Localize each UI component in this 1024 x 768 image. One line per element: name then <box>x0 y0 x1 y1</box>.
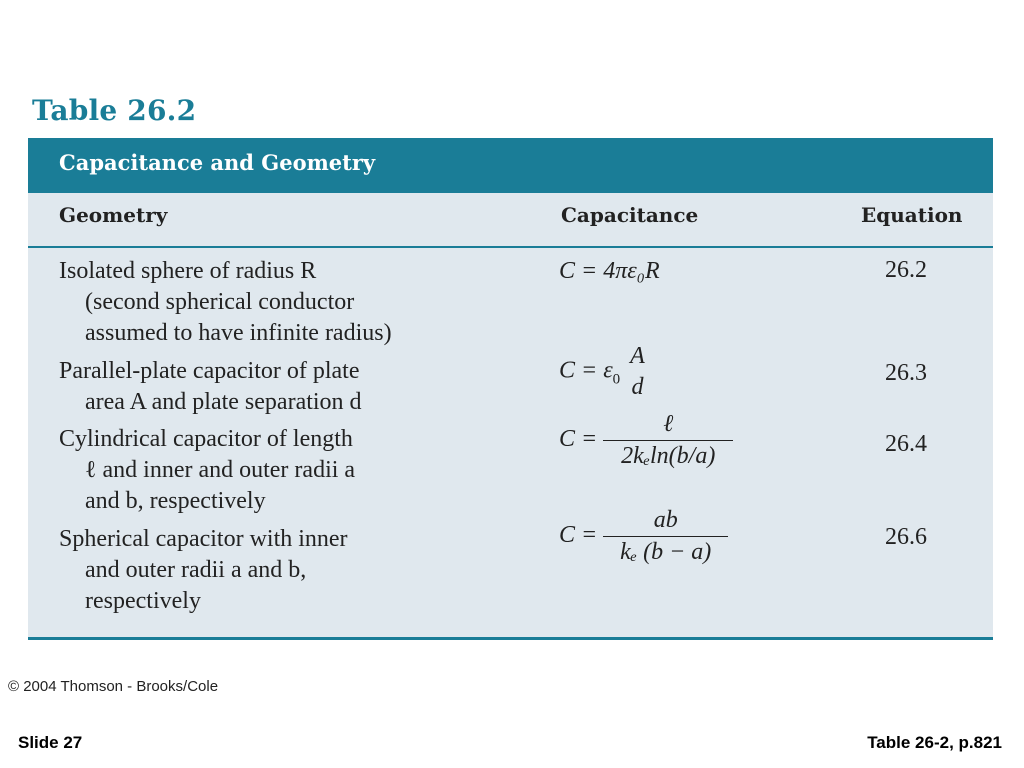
formula-numerator: ℓ <box>663 411 674 437</box>
table-row-geometry <box>59 524 499 617</box>
equation-number: 26.3 <box>885 360 927 386</box>
geometry-line: and b, respectively <box>85 488 266 514</box>
geometry-line: area A and plate separation d <box>85 389 362 415</box>
capacitance-formula: $C = \varepsilon_0$ A d <box>559 343 649 401</box>
equation-number: 26.2 <box>885 257 927 283</box>
column-header-capacitance: Capacitance <box>561 203 699 227</box>
geometry-line: (second spherical conductor <box>85 289 355 315</box>
table-title: Table 26.2 <box>32 94 197 127</box>
formula-fraction <box>603 507 728 566</box>
capacitance-formula: C = $\frac{\text{ℓ}}{\text{2kₑln(b/a)}}$ <box>559 411 733 470</box>
capacitance-table <box>28 138 993 640</box>
capacitance-formula: C = 4πε₀R <box>559 258 660 284</box>
equation-number: 26.6 <box>885 524 927 550</box>
table-reference: Table 26-2, p.821 <box>867 733 1002 752</box>
formula-fraction <box>603 411 733 470</box>
formula-denominator: 2kₑln(b/a) <box>603 440 733 470</box>
equation-number: 26.4 <box>885 431 927 457</box>
header-divider <box>28 246 993 248</box>
geometry-line: ℓ and inner and outer radii a <box>85 457 356 483</box>
caption-bar <box>28 138 993 193</box>
geometry-line: and outer radii a and b, <box>85 557 307 583</box>
formula-lhs: C = ε <box>559 357 613 384</box>
formula-numerator: A <box>630 343 645 369</box>
column-header-geometry: Geometry <box>59 203 168 227</box>
geometry-line: Spherical capacitor with inner <box>59 526 348 552</box>
column-header-equation: Equation <box>861 203 963 227</box>
geometry-line: respectively <box>85 588 201 614</box>
table-row-geometry <box>59 424 499 517</box>
geometry-line: assumed to have infinite radius) <box>85 320 392 346</box>
table-bottom-rule <box>28 637 993 640</box>
geometry-line: Isolated sphere of radius R <box>59 258 317 284</box>
geometry-line: Cylindrical capacitor of length <box>59 426 353 452</box>
formula-denominator: kₑ (b − a) <box>603 536 728 566</box>
copyright-notice: © 2004 Thomson - Brooks/Cole <box>8 678 219 695</box>
slide-number: Slide 27 <box>18 733 83 752</box>
table-caption: Capacitance and Geometry <box>59 150 376 175</box>
formula-fraction <box>626 343 649 401</box>
capacitance-formula: C = $\frac{ab}{\text{kₑ (b − a)}}$ <box>559 507 728 566</box>
table-row-geometry <box>59 256 499 349</box>
formula-denominator: d <box>631 374 644 400</box>
formula-numerator: ab <box>653 507 678 533</box>
table-row-geometry <box>59 356 499 418</box>
geometry-line: Parallel-plate capacitor of plate <box>59 358 360 384</box>
